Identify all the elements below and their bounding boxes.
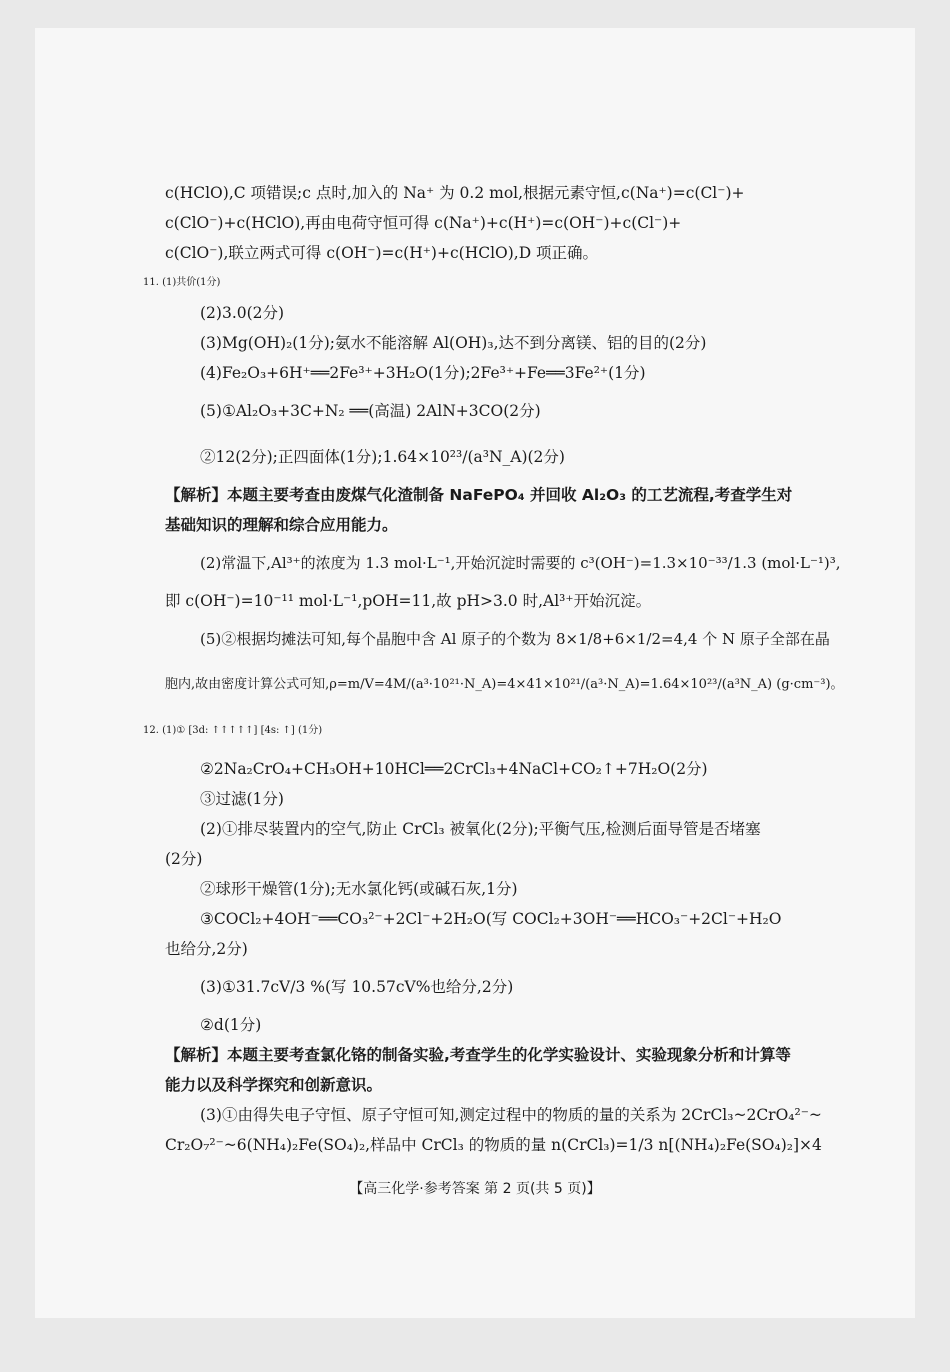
text-line: (5)②根据均摊法可知,每个晶胞中含 Al 原子的个数为 8×1/8+6×1/2=4,4 个 N 原子全部在晶 bbox=[200, 630, 830, 648]
text-line: (3)①由得失电子守恒、原子守恒可知,测定过程中的物质的量的关系为 2CrCl₃~2CrO₄²⁻~ bbox=[200, 1106, 822, 1124]
text-line: (2分) bbox=[165, 850, 203, 868]
text-line: 即 c(OH⁻)=10⁻¹¹ mol·L⁻¹,pOH=11,故 pH>3.0 时,Al³⁺开始沉淀。 bbox=[165, 592, 652, 610]
text-line: 胞内,故由密度计算公式可知,ρ=m/V=4M/(a³·10²¹·N_A)=4×41×10²¹/(a³·N_A)=1.64×10²³/(a³N_A) (g·cm⁻³)。 bbox=[165, 677, 844, 692]
text-line: c(ClO⁻)+c(HClO),再由电荷守恒可得 c(Na⁺)+c(H⁺)=c(OH⁻)+c(Cl⁻)+ bbox=[165, 214, 682, 232]
page-footer: 【高三化学·参考答案 第 2 页(共 5 页)】 bbox=[349, 1181, 601, 1197]
text-line: (2)3.0(2分) bbox=[200, 304, 285, 322]
text-line: (2)①排尽装置内的空气,防止 CrCl₃ 被氧化(2分);平衡气压,检测后面导管是否堵塞 bbox=[200, 820, 761, 838]
question-12-heading: 12. (1)① [3d: ↑↑↑↑↑] [4s: ↑] (1分) bbox=[143, 725, 323, 736]
text-line: (2)常温下,Al³⁺的浓度为 1.3 mol·L⁻¹,开始沉淀时需要的 c³(OH⁻)=1.3×10⁻³³/1.3 (mol·L⁻¹)³, bbox=[200, 554, 841, 572]
text-line: ③过滤(1分) bbox=[200, 790, 284, 808]
text-line: (3)Mg(OH)₂(1分);氨水不能溶解 Al(OH)₃,达不到分离镁、铝的目的(2分) bbox=[200, 334, 707, 352]
equation-line: ③COCl₂+4OH⁻══CO₃²⁻+2Cl⁻+2H₂O(写 COCl₂+3OH⁻══HCO₃⁻+2Cl⁻+H₂O bbox=[200, 910, 782, 928]
equation-line: ②2Na₂CrO₄+CH₃OH+10HCl══2CrCl₃+4NaCl+CO₂↑+7H₂O(2分) bbox=[200, 760, 708, 778]
text-line: 也给分,2分) bbox=[165, 940, 248, 958]
analysis-text: 基础知识的理解和综合应用能力。 bbox=[165, 516, 398, 534]
analysis-text: 能力以及科学探究和创新意识。 bbox=[165, 1076, 383, 1094]
equation-line: (5)①Al₂O₃+3C+N₂ ══(高温) 2AlN+3CO(2分) bbox=[200, 402, 541, 420]
equation-line: ②12(2分);正四面体(1分);1.64×10²³/(a³N_A)(2分) bbox=[200, 448, 565, 466]
question-11-heading: 11. (1)共价(1分) bbox=[143, 277, 221, 288]
text-line: ②球形干燥管(1分);无水氯化钙(或碱石灰,1分) bbox=[200, 880, 518, 898]
analysis-heading: 【解析】本题主要考查由废煤气化渣制备 NaFePO₄ 并回收 Al₂O₃ 的工艺流程,考查学生对 bbox=[165, 486, 793, 504]
text-line: c(HClO),C 项错误;c 点时,加入的 Na⁺ 为 0.2 mol,根据元素守恒,c(Na⁺)=c(Cl⁻)+ bbox=[165, 184, 745, 202]
answer-page bbox=[35, 28, 915, 1318]
equation-line: (4)Fe₂O₃+6H⁺══2Fe³⁺+3H₂O(1分);2Fe³⁺+Fe══3Fe²⁺(1分) bbox=[200, 364, 646, 382]
text-line: c(ClO⁻),联立两式可得 c(OH⁻)=c(H⁺)+c(HClO),D 项正确。 bbox=[165, 244, 599, 262]
text-line: (3)①31.7cV/3 %(写 10.57cV%也给分,2分) bbox=[200, 978, 514, 996]
answer-content bbox=[143, 178, 845, 1160]
analysis-heading: 【解析】本题主要考查氯化铬的制备实验,考查学生的化学实验设计、实验现象分析和计算等 bbox=[165, 1046, 791, 1064]
text-line: ②d(1分) bbox=[200, 1016, 262, 1034]
text-line: Cr₂O₇²⁻~6(NH₄)₂Fe(SO₄)₂,样品中 CrCl₃ 的物质的量 n(CrCl₃)=1/3 n[(NH₄)₂Fe(SO₄)₂]×4 bbox=[165, 1136, 822, 1154]
